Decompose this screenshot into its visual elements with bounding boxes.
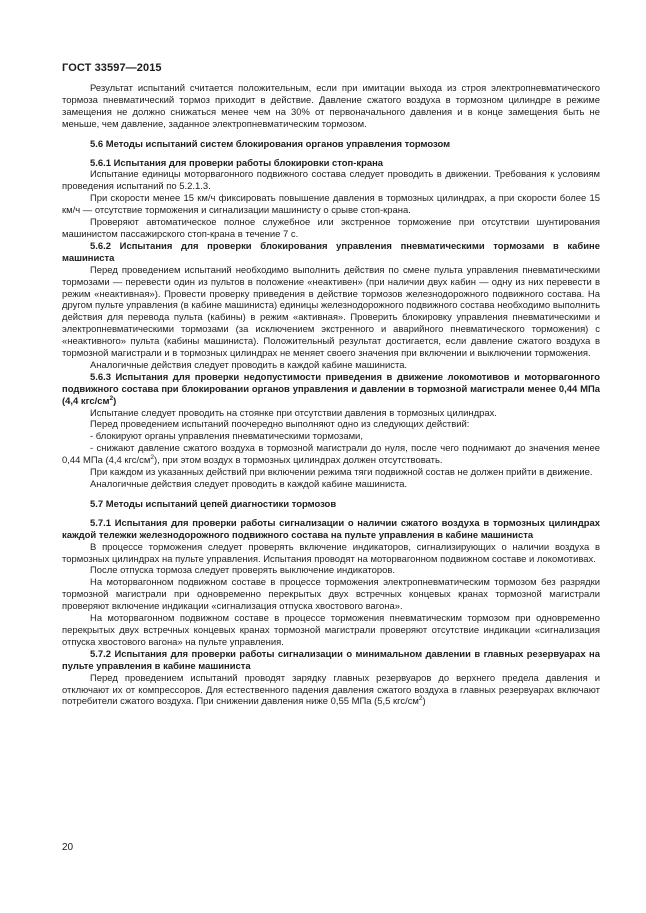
subsection-heading-5-7-2: 5.7.2 Испытания для проверки работы сигнализации о минимальном давлении в главных резервуарах на пульте управления в кабине машиниста [62, 648, 600, 672]
section-heading-5-6: 5.6 Методы испытаний систем блокирования органов управления тормозом [90, 138, 451, 150]
heading-text-end: ) [113, 395, 117, 407]
heading-text: 5.6.3 Испытания для проверки недопустимости приведения в движение локомотивов и моторвагонного подвижного состава при блокировании органов управления и давлении в тормозной магистрали менее 0,44 МПа (4,4 кгс/см [62, 371, 600, 407]
paragraph: После отпуска тормоза следует проверять выключение индикаторов. [90, 565, 395, 577]
list-item: - блокируют органы управления пневматическими тормозами, [90, 431, 363, 443]
paragraph: Аналогичные действия следует проводить в каждой кабине машиниста. [90, 479, 408, 490]
superscript: 2 [418, 695, 423, 703]
paragraph-intro: Результат испытаний считается положительным, если при имитации выхода из строя электропневматического тормоза пневматический тормоз приходит в действие. Давление сжатого воздуха в тормозном цилиндре в режиме замещения не должно снижаться менее чем на 30% от первоначального давления и в конце замещения быть не меньше, чем давление, заданное электропневматическим тормозом. [62, 83, 600, 130]
list-item-text: - снижают давление сжатого воздуха в тормозной магистрали до нуля, после чего поднимают до значения менее 0,44 МПа (4,4 кгс/см [62, 443, 600, 467]
paragraph: При скорости менее 15 км/ч фиксировать повышение давления в тормозных цилиндрах, а при скорости более 15 км/ч — отсутствие торможения и сигнализации машинисту о срыве стоп-крана. [62, 193, 600, 217]
paragraph: Перед проведением испытаний поочередно выполняют одно из следующих действий: [90, 419, 470, 431]
subsection-heading-5-6-2: 5.6.2 Испытания для проверки блокирования управления пневматическими тормозами в кабине машиниста [62, 240, 600, 264]
list-item [62, 443, 600, 467]
standard-header: ГОСТ 33597—2015 [62, 62, 162, 74]
paragraph: Аналогичные действия следует проводить в каждой кабине машиниста. [90, 359, 408, 371]
paragraph-text: Перед проведением испытаний проводят зарядку главных резервуаров до верхнего предела давления и отключают их от компрессоров. Для естественного падения давления сжатого воздуха в главных резервуарах включают потребители сжатого воздуха. При снижении давления ниже 0,55 МПа (5,5 кгс/см [62, 672, 600, 708]
paragraph: На моторвагонном подвижном составе в процессе торможения пневматическим тормозом при одновременно перекрытых двух встречных концевых кранах тормозной магистрали проверяют отсутствие индикации «сигнализация отпуска хвостового вагона» на пульте управления. [62, 613, 600, 648]
paragraph: На моторвагонном подвижном составе в процессе торможения электропневматическим тормозом без разрядки тормозной магистрали при одновременно перекрытых двух встречных концевых кранах тормозной магистрали проверяют включение индикации «сигнализация отпуска хвостового вагона». [62, 577, 600, 613]
page-number: 20 [62, 842, 74, 853]
paragraph: В процессе торможения следует проверять включение индикаторов, сигнализирующих о наличии воздуха в тормозных цилиндрах на пульте управления. Испытания проводят на моторвагонном подвижном составе и локомотивах. [62, 541, 600, 565]
list-item-text-end: ), при этом воздух в тормозных цилиндрах должен отсутствовать. [153, 455, 443, 467]
paragraph: При каждом из указанных действий при включении режима тяги подвижной состав не должен прийти в движение. [90, 467, 593, 479]
superscript: 2 [109, 394, 114, 402]
paragraph: Перед проведением испытаний необходимо выполнить действия по смене пульта управления пневматическими тормозами — перевести один из пультов в положение «неактивен» (при наличии двух кабин — одну из них перевести в режим «неактивная»). Провести проверку приведения в действие тормозов железнодорожного подвижного состава. На другом пульте управления (в кабине машиниста) единицы железнодорожного подвижного состава необходимо выполнить действия для перевода пульта (кабины) в режим «активная». Проверить блокировку управления пневматическими и электропневматическими тормозами (за исключением экстренного и аварийного пневматического торможения) с «неактивного» пульта (кабины машиниста). Положительный результат достигается, если давление сжатого воздуха в тормозной магистрали и в тормозных цилиндрах не меняет своего значения при включении и выключении торможения. [62, 264, 600, 360]
superscript: 2 [150, 454, 154, 462]
paragraph-text-end: ) [422, 696, 426, 708]
paragraph: Испытание единицы моторвагонного подвижного состава следует проводить в движении. Требования к условиям проведения испытаний по 5.2.1.3. [62, 169, 600, 193]
subsection-heading-5-6-3 [62, 372, 600, 408]
paragraph: Проверяют автоматическое полное служебное или экстренное торможение при отсутствии шунтирования машинистом пассажирского стоп-крана в течение 7 с. [62, 217, 600, 240]
subsection-heading-5-7-1: 5.7.1 Испытания для проверки работы сигнализации о наличии сжатого воздуха в тормозных цилиндрах каждой тележки железнодорожного подвижного состава на пульте управления в кабине машиниста [62, 517, 600, 541]
paragraph: Испытание следует проводить на стоянке при отсутствии давления в тормозных цилиндрах. [90, 407, 497, 419]
subsection-heading-5-6-1: 5.6.1 Испытания для проверки работы блокировки стоп-крана [90, 157, 384, 169]
section-heading-5-7: 5.7 Методы испытаний цепей диагностики тормозов [90, 498, 337, 510]
document-body [62, 83, 600, 708]
paragraph [62, 673, 600, 709]
